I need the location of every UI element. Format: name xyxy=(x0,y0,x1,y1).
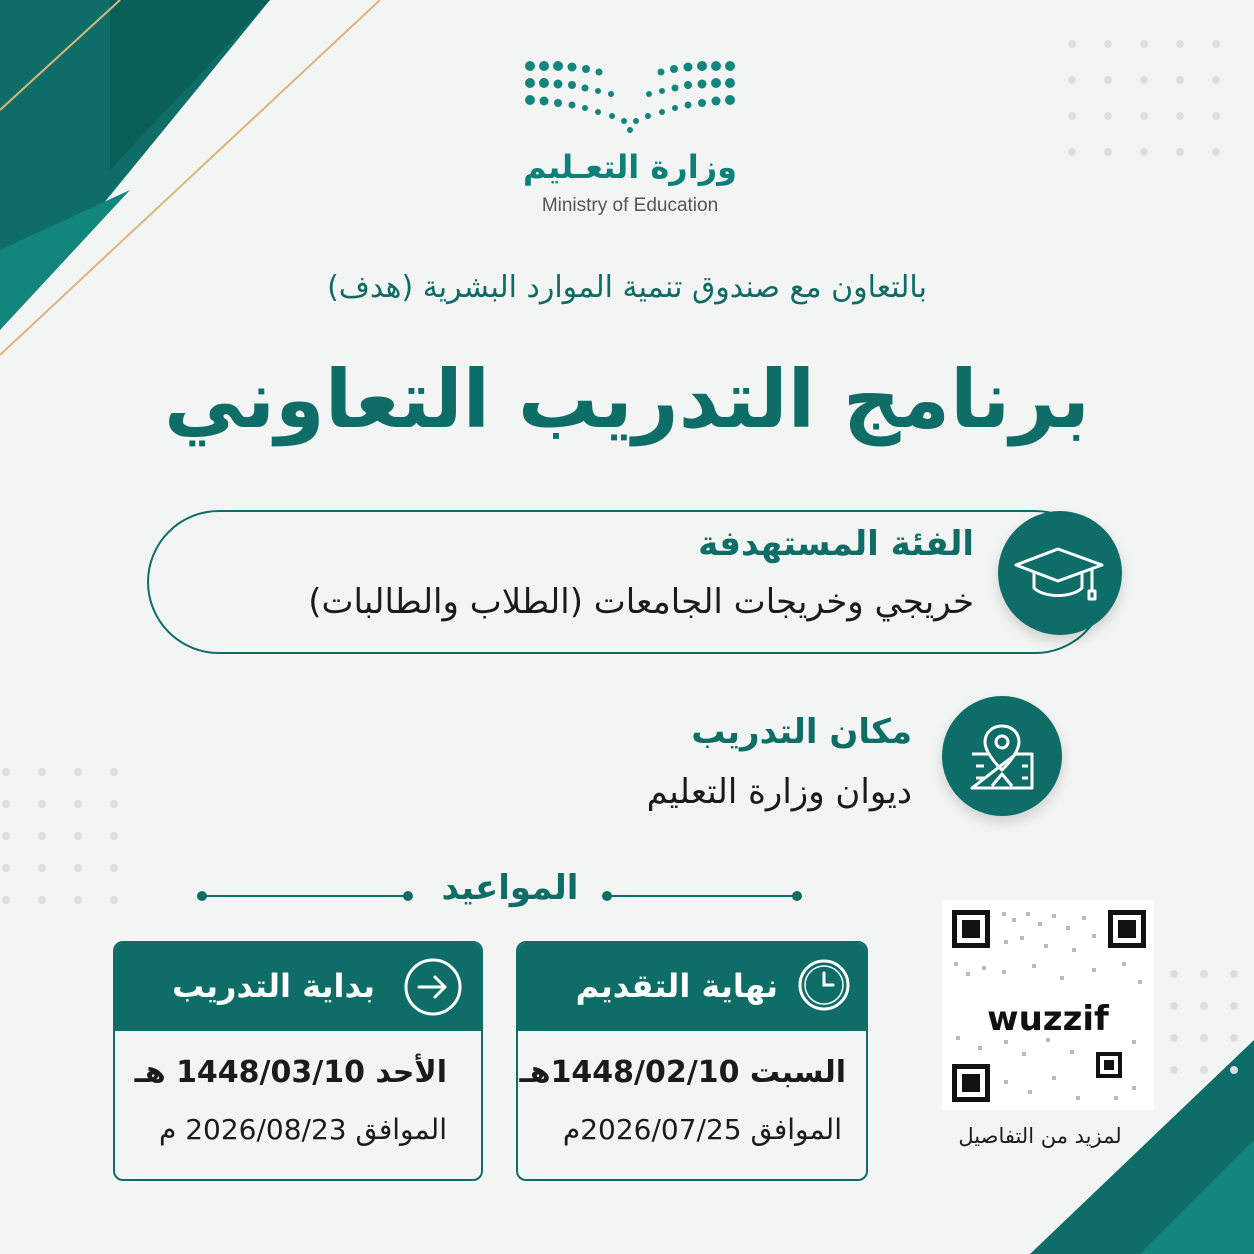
dot-grid-right xyxy=(1170,970,1254,1074)
target-audience-label: الفئة المستهدفة xyxy=(698,524,974,564)
divider-line-right xyxy=(606,895,798,897)
ministry-name-arabic: وزارة التعـليم xyxy=(523,148,737,186)
dates-heading: المواعيد xyxy=(441,868,579,908)
application-end-label: نهاية التقديم xyxy=(575,967,778,1005)
qr-caption: لمزيد من التفاصيل xyxy=(958,1124,1122,1148)
ministry-logo-icon xyxy=(524,58,736,136)
clock-icon xyxy=(796,957,852,1013)
application-end-gregorian: الموافق 2026/07/25م xyxy=(562,1113,842,1146)
training-start-gregorian: الموافق 2026/08/23 م xyxy=(158,1113,447,1146)
training-start-header xyxy=(115,943,481,1031)
training-start-label: بداية التدريب xyxy=(172,967,375,1005)
map-pin-icon xyxy=(942,696,1062,816)
application-end-hijri: السبت 1448/02/10هـ xyxy=(519,1055,846,1090)
divider-dot xyxy=(792,891,802,901)
program-title: برنامج التدريب التعاوني xyxy=(164,353,1090,446)
qr-brand-text: wuzzif xyxy=(987,999,1109,1039)
divider-dot xyxy=(403,891,413,901)
qr-code[interactable] xyxy=(942,900,1154,1110)
top-left-decoration xyxy=(0,0,400,380)
arrow-right-circle-icon xyxy=(403,957,463,1017)
application-end-header xyxy=(518,943,866,1031)
divider-line-left xyxy=(202,895,410,897)
target-audience-value: خريجي وخريجات الجامعات (الطلاب والطالبات) xyxy=(308,582,974,622)
graduation-cap-icon xyxy=(998,511,1122,635)
dot-grid-left xyxy=(2,768,146,904)
application-end-card xyxy=(516,941,868,1181)
location-value: ديوان وزارة التعليم xyxy=(646,772,912,812)
location-label: مكان التدريب xyxy=(691,712,912,752)
dot-grid-top-right xyxy=(1068,40,1248,156)
ministry-name-english: Ministry of Education xyxy=(541,195,719,216)
partnership-subtitle: بالتعاون مع صندوق تنمية الموارد البشرية (هدف) xyxy=(327,270,927,305)
training-start-hijri: الأحد 1448/03/10 هـ xyxy=(134,1055,447,1090)
training-start-card xyxy=(113,941,483,1181)
